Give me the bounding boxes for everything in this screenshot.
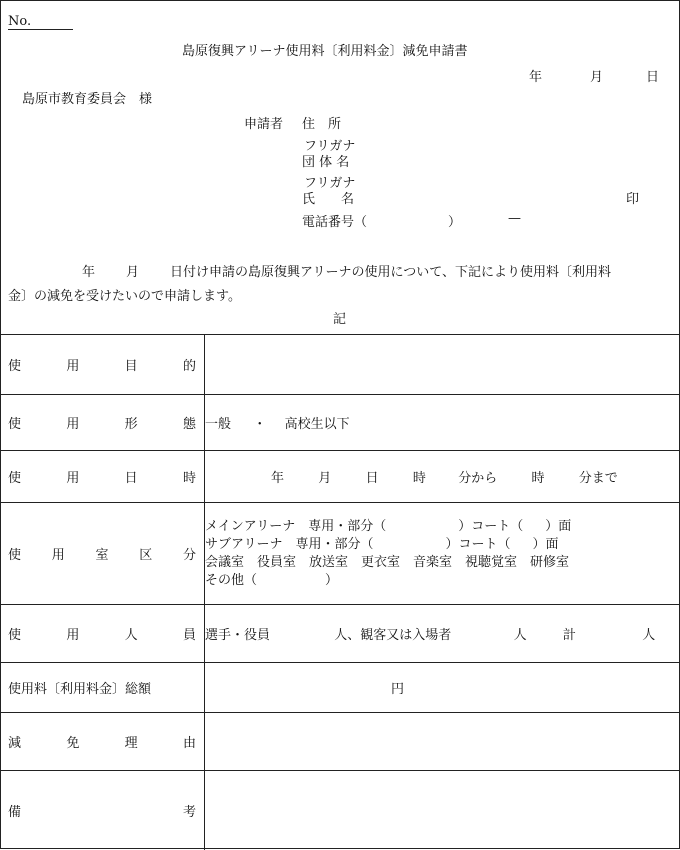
rooms-main-arena: メインアリーナ 専用・部分（ ）コート（ ）面 [205, 518, 680, 536]
phone-close: ） [448, 211, 461, 230]
group-name-label: 団 体 名 [302, 151, 349, 170]
rooms-other-rooms: 会議室 役員室 放送室 更衣室 音楽室 視聴覚室 研修室 [205, 554, 680, 572]
seal-mark: 印 [626, 188, 639, 207]
name-label: 氏 名 [302, 188, 354, 207]
label-remarks: 備 考 [0, 771, 205, 850]
row-persons [0, 605, 680, 663]
label-purpose: 使 用 目 的 [0, 335, 205, 395]
option-highschool[interactable]: 高校生以下 [285, 417, 350, 432]
datetime-field[interactable]: 年 月 日 時 分から 時 分まで [205, 451, 680, 503]
row-purpose [0, 335, 680, 395]
reason-field[interactable] [205, 713, 680, 771]
intro-text-line2: 金〕の減免を受けたいので申請します。 [8, 285, 241, 304]
rooms-field[interactable] [205, 503, 680, 605]
row-reason [0, 713, 680, 771]
phone-label: 電話番号（ [302, 211, 367, 230]
form-title: 島原復興アリーナ使用料〔利用料金〕減免申請書 [182, 40, 467, 59]
rooms-sub-arena: サブアリーナ 専用・部分（ ）コート（ ）面 [205, 536, 680, 554]
remarks-field[interactable] [205, 771, 680, 850]
label-form: 使 用 形 態 [0, 395, 205, 451]
fee-field[interactable]: 円 [205, 663, 680, 713]
addressee: 島原市教育委員会 様 [22, 88, 152, 107]
phone-dash: — [508, 211, 521, 226]
label-rooms: 使 用 室 区 分 [0, 503, 205, 605]
number-label: No. [8, 14, 31, 29]
row-fee [0, 663, 680, 713]
label-fee: 使用料〔利用料金〕総額 [0, 663, 205, 713]
option-general[interactable]: 一般 [205, 417, 231, 432]
row-datetime [0, 451, 680, 503]
furigana-group: フリガナ [304, 135, 355, 154]
furigana-name: フリガナ [304, 172, 355, 191]
date-month: 月 [590, 66, 603, 85]
application-table [0, 334, 680, 850]
row-form [0, 395, 680, 451]
label-persons: 使 用 人 員 [0, 605, 205, 663]
rooms-other: その他（ ） [205, 572, 680, 590]
intro-year: 年 [82, 261, 95, 280]
address-label: 住 所 [302, 113, 341, 132]
applicant-label: 申請者 [244, 113, 283, 132]
date-year: 年 [529, 66, 542, 85]
intro-text-line1: 日付け申請の島原復興アリーナの使用について、下記により使用料〔利用料 [170, 261, 611, 280]
form-field [205, 395, 680, 451]
date-day: 日 [646, 66, 659, 85]
label-reason: 減 免 理 由 [0, 713, 205, 771]
number-field[interactable] [8, 14, 73, 30]
purpose-field[interactable] [205, 335, 680, 395]
row-remarks [0, 771, 680, 850]
persons-field[interactable]: 選手・役員 人、観客又は入場者 人 計 人 [205, 605, 680, 663]
intro-month: 月 [126, 261, 139, 280]
row-rooms [0, 503, 680, 605]
option-separator: ・ [253, 417, 266, 432]
label-datetime: 使 用 日 時 [0, 451, 205, 503]
ki-mark: 記 [333, 308, 346, 327]
